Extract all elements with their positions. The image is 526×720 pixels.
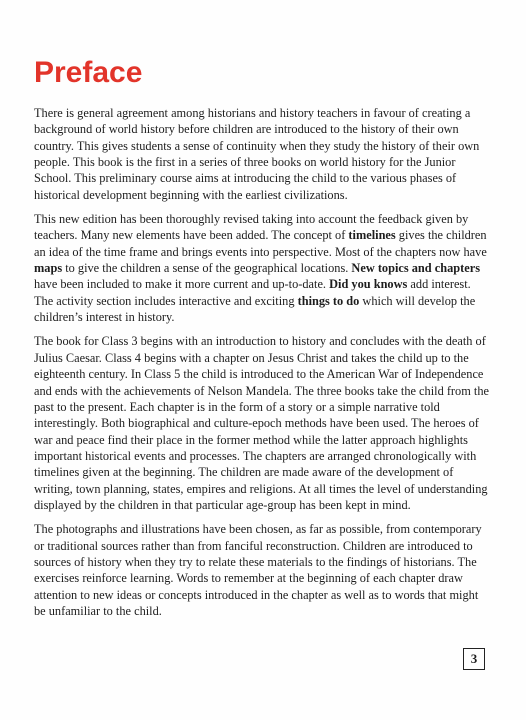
paragraph — [34, 105, 492, 203]
page-number: 3 — [463, 648, 485, 670]
paragraph — [34, 211, 492, 325]
paragraph — [34, 333, 492, 513]
paragraph — [34, 521, 492, 619]
text-segment: have been included to make it more current and up-to-date. — [34, 277, 330, 292]
page-title: Preface — [34, 56, 143, 89]
text-segment: add interest. The activity section includes interactive and exciting — [34, 277, 471, 308]
text-segment: to give the children a sense of the geographical locations. — [62, 261, 352, 276]
preface-body — [34, 105, 492, 627]
bold-phrase: timelines — [348, 228, 396, 243]
text-segment: There is general agreement among historians and history teachers in favour of creating a background of world history before children are introduced to the history of their own country. This gives students a sense of continuity when they study the history of their own people. This book is the first in a series of three books on world history for the Junior School. This preliminary course aims at introducing the child to the various phases of historical development beginning with the earliest civilizations. — [34, 106, 480, 202]
text-segment: This new edition has been thoroughly revised taking into account the feedback given by teachers. Many new elements have been added. The concept of — [34, 212, 469, 243]
bold-phrase: maps — [34, 261, 63, 276]
text-segment: The photographs and illustrations have been chosen, as far as possible, from contemporary or traditional sources rather than from fanciful reconstruction. Children are introduced to sources of history when they try to relate these materials to the findings of historians. The exercises reinforce learning. Words to remember at the beginning of each chapter draw attention to new ideas or concepts introduced in the chapter as well as to words that might be unfamiliar to the child. — [34, 522, 482, 618]
bold-phrase: Did you knows — [329, 277, 408, 292]
text-segment: which will develop the children’s interest in history. — [34, 293, 476, 325]
bold-phrase: New topics and chapters — [351, 261, 481, 276]
text-segment: gives the children an idea of the time frame and brings events into perspective. Most of the chapters now have — [34, 228, 487, 259]
bold-phrase: things to do — [297, 293, 360, 308]
text-segment: The book for Class 3 begins with an introduction to history and concludes with the death of Julius Caesar. Class 4 begins with a chapter on Jesus Christ and takes the child up to the eighteenth century. In Class 5 the child is introduced to the American War of Independence and ends with the achievements of Nelson Mandela. The three books take the child from the past to the present. Each chapter is in the form of a story or a simple narrative told interestingly. Both biographical and culture-epoch methods have been used. The heroes of war and peace find their place in the former method while the latter approach highlights important historical events and processes. The chapters are arranged chronologically with timelines given at the beginning. The children are made aware of the development of writing, town planning, states, empires and religions. At all times the level of understanding displayed by the children in that particular age-group has been kept in mind. — [34, 334, 489, 512]
